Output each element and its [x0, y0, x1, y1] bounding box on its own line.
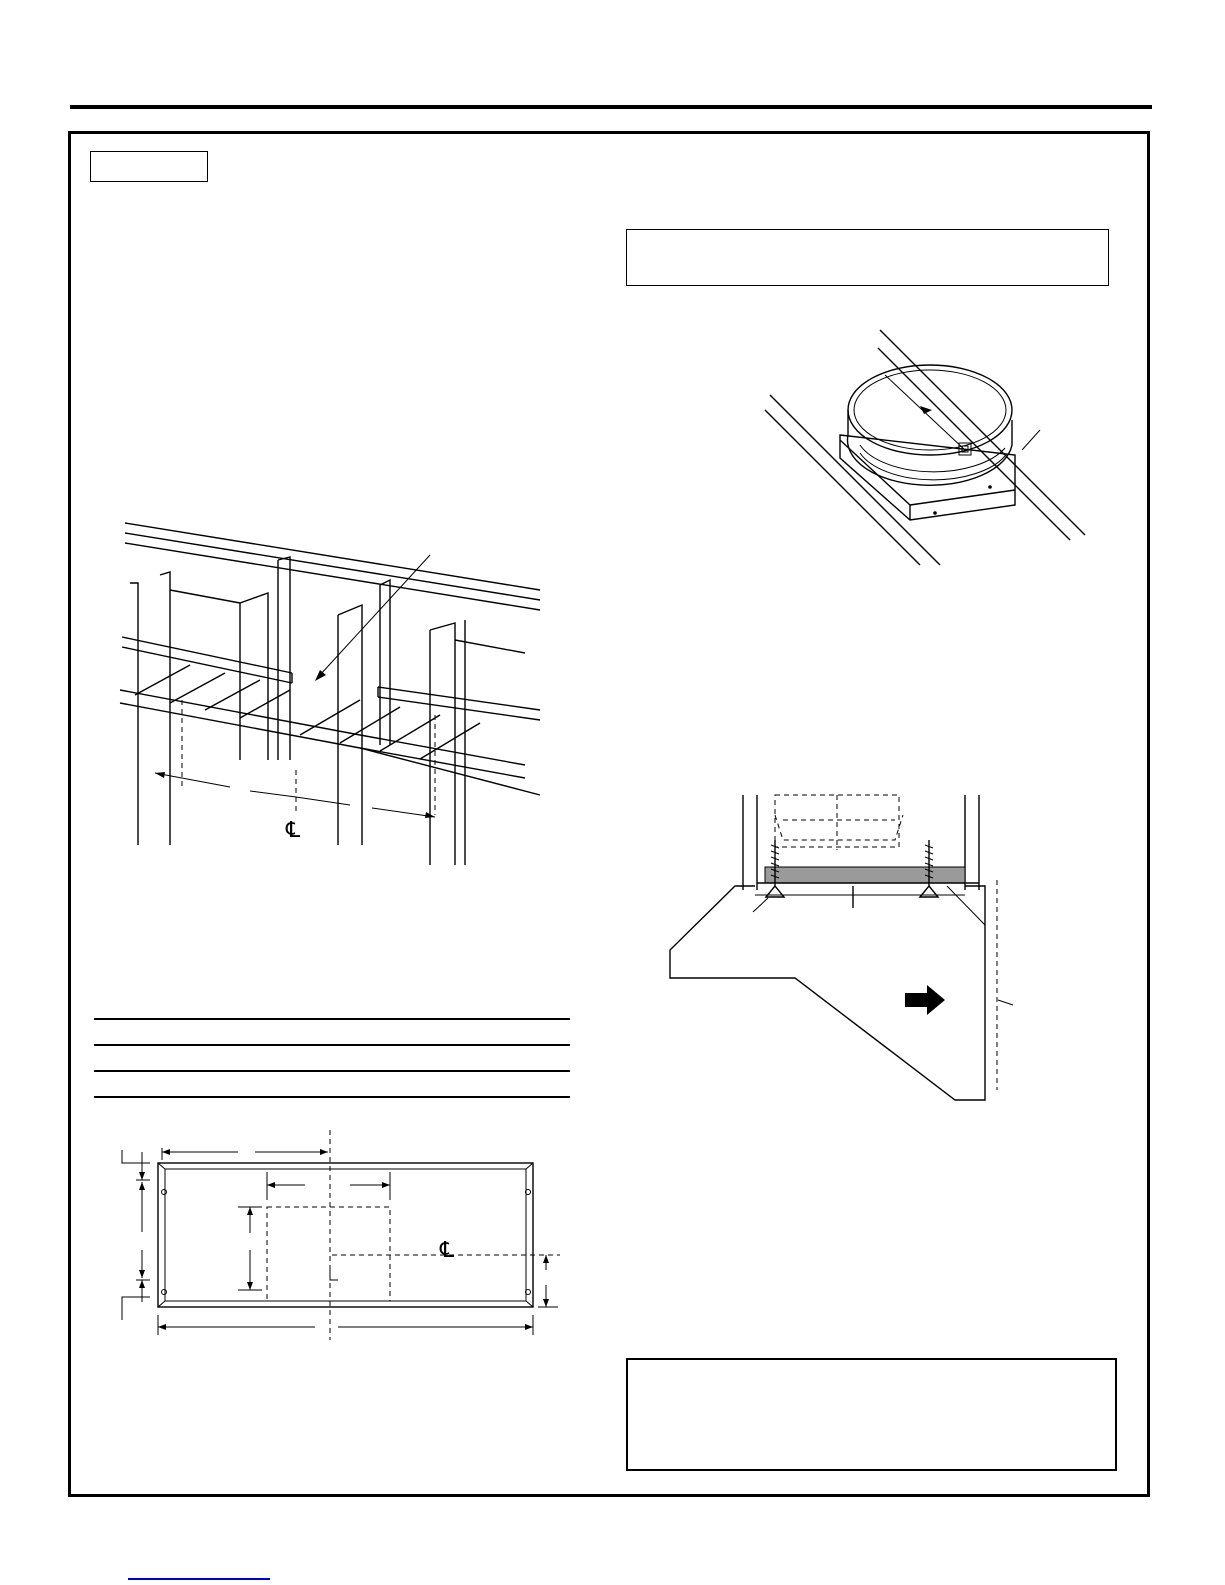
table-rule-3	[94, 1070, 570, 1072]
centerline-symbol-1: ℄	[286, 818, 301, 843]
top-rule	[70, 105, 1152, 109]
note-box-bottom	[626, 1358, 1117, 1471]
table-rule-2	[94, 1044, 570, 1046]
bottom-link-underline[interactable]	[128, 1578, 270, 1580]
note-box-top	[626, 229, 1109, 286]
centerline-symbol-2: ℄	[440, 1238, 455, 1263]
section-tag-box	[90, 151, 208, 182]
table-rule-4	[94, 1096, 570, 1098]
damper-figure	[760, 330, 1100, 575]
arrow-right-icon	[905, 985, 945, 1015]
framing-figure	[110, 515, 550, 875]
table-rule-1	[94, 1018, 570, 1020]
hood-mount-figure	[665, 790, 1025, 1110]
template-figure	[110, 1130, 570, 1345]
